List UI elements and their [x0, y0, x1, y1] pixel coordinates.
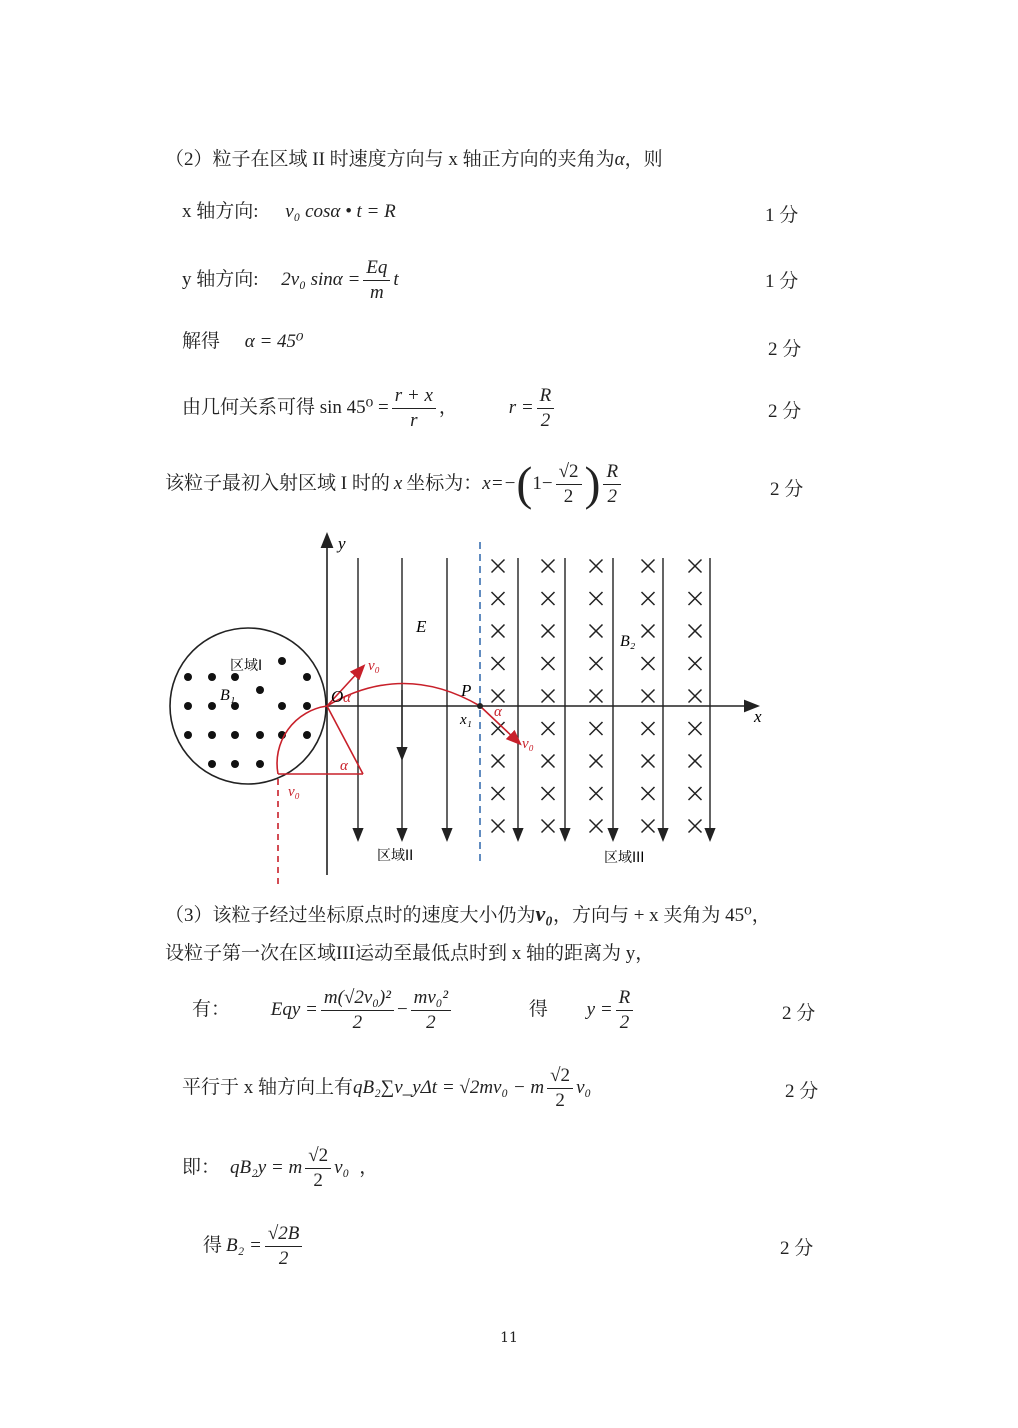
part2-intro-text: （2）粒子在区域 II 时速度方向与 x 轴正方向的夹角为 — [165, 149, 615, 170]
label-P: P — [461, 681, 472, 700]
b2-cross — [642, 787, 655, 800]
eq4-label: 得 — [203, 1235, 223, 1256]
eq2-den: 2 — [555, 1090, 565, 1112]
coord-sqrt-den: 2 — [563, 486, 574, 508]
geo-num: r + x — [392, 384, 436, 409]
b2-cross — [689, 592, 702, 605]
geo-comma: ， — [438, 397, 458, 418]
eq1-line — [192, 982, 636, 1038]
b1-dot — [208, 760, 216, 768]
eq2-end: v₀ — [576, 1077, 592, 1098]
b2-cross — [542, 690, 555, 703]
b2-cross — [642, 625, 655, 638]
label-B1: B₁ — [220, 687, 236, 704]
eq3-line — [182, 1140, 378, 1196]
b2-cross — [492, 755, 505, 768]
part2-intro — [165, 148, 663, 172]
label-region1: 区域I — [230, 658, 263, 674]
part3-v0: v₀ — [535, 901, 553, 926]
eq2-body: qB₂∑v_yΔt = √2mv₀ − m — [353, 1077, 545, 1098]
b1-dot — [184, 673, 192, 681]
alpha-symbol: α — [614, 149, 625, 170]
label-alpha-P: α — [494, 704, 502, 720]
b2-cross — [590, 755, 603, 768]
score-coord: 2 分 — [770, 479, 804, 500]
b2-cross — [542, 787, 555, 800]
eq1-num1: m(√2v₀)² — [321, 986, 394, 1011]
b2-cross — [590, 787, 603, 800]
b2-cross — [492, 560, 505, 573]
part3-intro — [165, 902, 771, 928]
label-x: x — [754, 707, 762, 726]
b2-cross — [542, 657, 555, 670]
score-eq2: 2 分 — [785, 1081, 819, 1102]
b2-cross — [642, 755, 655, 768]
b1-dot — [184, 702, 192, 710]
eq1-minus: − — [396, 999, 408, 1020]
b2-cross — [590, 820, 603, 833]
b1-dot — [208, 731, 216, 739]
part2-intro-end: ，则 — [624, 149, 663, 170]
b1-dot — [208, 702, 216, 710]
solve-line — [182, 330, 304, 354]
label-region3: 区域III — [604, 850, 645, 866]
eq1-left: Eqy = — [270, 999, 318, 1020]
eq3-comma: ， — [359, 1157, 379, 1178]
b2-cross — [492, 690, 505, 703]
score-solve: 2 分 — [768, 339, 802, 360]
eq-x-label: x 轴方向: — [182, 201, 259, 222]
eq4-body: B₂ = — [226, 1235, 262, 1256]
score-geo: 2 分 — [768, 401, 802, 422]
label-v0-entry: v₀ — [288, 784, 300, 800]
eq2-num: √2 — [547, 1064, 573, 1089]
b1-dot — [184, 731, 192, 739]
b2-cross — [642, 820, 655, 833]
b2-cross — [542, 625, 555, 638]
geo-r: r = — [508, 397, 534, 418]
label-y: y — [338, 534, 346, 553]
eq-y-num: Eq — [363, 256, 390, 281]
b2-cross — [642, 722, 655, 735]
coord-x: x — [393, 473, 403, 494]
label-v0-P: v₀ — [522, 736, 534, 752]
eq1-frac1 — [321, 986, 394, 1035]
b2-cross — [689, 690, 702, 703]
b2-cross — [642, 560, 655, 573]
field-diagram — [160, 530, 780, 890]
b2-cross — [492, 625, 505, 638]
geo-line — [182, 380, 557, 436]
e-field-lines — [358, 558, 447, 835]
b2-cross — [590, 657, 603, 670]
b2-cross — [542, 560, 555, 573]
eq2-label: 平行于 x 轴方向上有 — [182, 1077, 354, 1098]
coord-one: 1− — [532, 473, 553, 494]
eq-y-fraction — [363, 256, 390, 305]
coord-R-den: 2 — [607, 486, 618, 508]
coord-eq-left: x=− — [482, 473, 517, 494]
label-O: O — [331, 687, 344, 706]
b1-dot — [256, 686, 264, 694]
geo-r-den: 2 — [540, 410, 551, 432]
eq-y-label: y 轴方向: — [182, 269, 259, 290]
b1-dot — [278, 657, 286, 665]
eq1-y: y = — [586, 999, 613, 1020]
eq4-frac — [265, 1222, 303, 1271]
eq4-line — [203, 1218, 305, 1274]
b2-crosses — [492, 560, 702, 833]
part3-intro-end: ，方向与 + x 夹角为 45⁰， — [552, 905, 771, 926]
eq-x-direction — [182, 200, 396, 224]
left-paren: ( — [516, 457, 533, 511]
b2-cross — [542, 755, 555, 768]
eq1-frac2 — [411, 986, 451, 1035]
geo-r-num: R — [537, 384, 555, 409]
score-x: 1 分 — [765, 205, 799, 226]
eq-y-direction — [182, 252, 399, 308]
score-y: 1 分 — [765, 271, 799, 292]
b2-cross — [590, 690, 603, 703]
coord-mid: 坐标为： — [406, 473, 483, 494]
b2-cross — [542, 592, 555, 605]
label-B2: B₂ — [620, 633, 636, 650]
score-eq4: 2 分 — [780, 1238, 814, 1259]
b1-dot — [208, 673, 216, 681]
b2-cross — [492, 820, 505, 833]
eq1-den2: 2 — [426, 1012, 436, 1034]
b2-cross — [689, 625, 702, 638]
label-x1: x₁ — [460, 712, 472, 728]
eq1-den1: 2 — [352, 1012, 363, 1034]
geo-fraction — [392, 384, 436, 433]
geo-label: 由几何关系可得 sin 45⁰ = — [182, 397, 389, 418]
eq3-label: 即： — [182, 1157, 221, 1178]
b1-dot — [256, 760, 264, 768]
b2-cross — [642, 657, 655, 670]
b2-cross — [492, 657, 505, 670]
b1-dot — [231, 760, 239, 768]
b2-cross — [642, 690, 655, 703]
b2-cross — [689, 560, 702, 573]
b1-dot — [303, 731, 311, 739]
region1-circle — [170, 628, 326, 784]
b2-cross — [590, 722, 603, 735]
b2-cross — [590, 625, 603, 638]
eq3-end: v₀ — [334, 1157, 350, 1178]
right-paren: ) — [584, 457, 601, 511]
eq1-get: 得 — [528, 999, 548, 1020]
solve-label: 解得 — [182, 331, 221, 352]
coord-R: R — [603, 460, 621, 485]
label-E: E — [416, 617, 427, 636]
label-region2: 区域II — [377, 848, 414, 864]
label-v0-O: v₀ — [368, 658, 380, 674]
eq2-line — [182, 1060, 591, 1116]
score-eq1: 2 分 — [782, 1003, 816, 1024]
b2-cross — [492, 787, 505, 800]
geo-r-fraction — [537, 384, 555, 433]
label-alpha-O: α — [343, 690, 351, 706]
label-alpha-triangle: α — [340, 758, 348, 774]
eq3-frac — [305, 1144, 331, 1193]
page-number: 11 — [500, 1330, 518, 1346]
b1-dot — [256, 731, 264, 739]
b2-cross — [492, 592, 505, 605]
solve-eq: α = 45⁰ — [244, 331, 304, 352]
b1-dot — [231, 731, 239, 739]
eq3-num: √2 — [305, 1144, 331, 1169]
coord-line — [165, 456, 624, 512]
eq4-den: 2 — [278, 1248, 289, 1270]
eq3-body: qB₂y = m — [230, 1157, 303, 1178]
b2-cross — [689, 755, 702, 768]
eq4-num: √2B — [265, 1222, 303, 1247]
b2-cross — [590, 560, 603, 573]
coord-R-fraction — [603, 460, 621, 509]
eq1-y-frac — [616, 986, 634, 1035]
eq1-label: 有： — [192, 999, 231, 1020]
b1-dot — [278, 702, 286, 710]
point-P — [477, 703, 483, 709]
coord-sqrt: 2 — [569, 461, 579, 483]
eq-y-right: t — [393, 269, 399, 290]
part3-line2: 设粒子第一次在区域III运动至最低点时到 x 轴的距离为 y， — [165, 943, 655, 964]
eq3-den: 2 — [313, 1170, 323, 1192]
coord-sqrt-fraction: $\frac{√2}{2}$ — [556, 460, 582, 509]
eq-y-den: m — [369, 282, 384, 304]
eq-x-body: v₀ cosα • t = R — [285, 201, 396, 222]
b1-dot — [303, 702, 311, 710]
b2-cross — [689, 657, 702, 670]
b2-cross — [689, 820, 702, 833]
b2-cross — [642, 592, 655, 605]
eq-y-left: 2v₀ sinα = — [281, 269, 361, 290]
eq1-y-den: 2 — [619, 1012, 630, 1034]
part3-intro-text: （3）该粒子经过坐标原点时的速度大小仍为 — [165, 905, 536, 926]
eq1-num2: mv₀² — [411, 986, 451, 1011]
b1-dot — [231, 673, 239, 681]
b2-cross — [542, 820, 555, 833]
b1-dot — [303, 673, 311, 681]
eq1-y-num: R — [616, 986, 634, 1011]
b2-cross — [590, 592, 603, 605]
geo-den: r — [410, 410, 418, 432]
coord-label: 该粒子最初入射区域 I 时的 — [165, 473, 390, 494]
b2-cross — [689, 787, 702, 800]
b2-cross — [689, 722, 702, 735]
b2-cross — [542, 722, 555, 735]
eq2-frac — [547, 1064, 573, 1113]
